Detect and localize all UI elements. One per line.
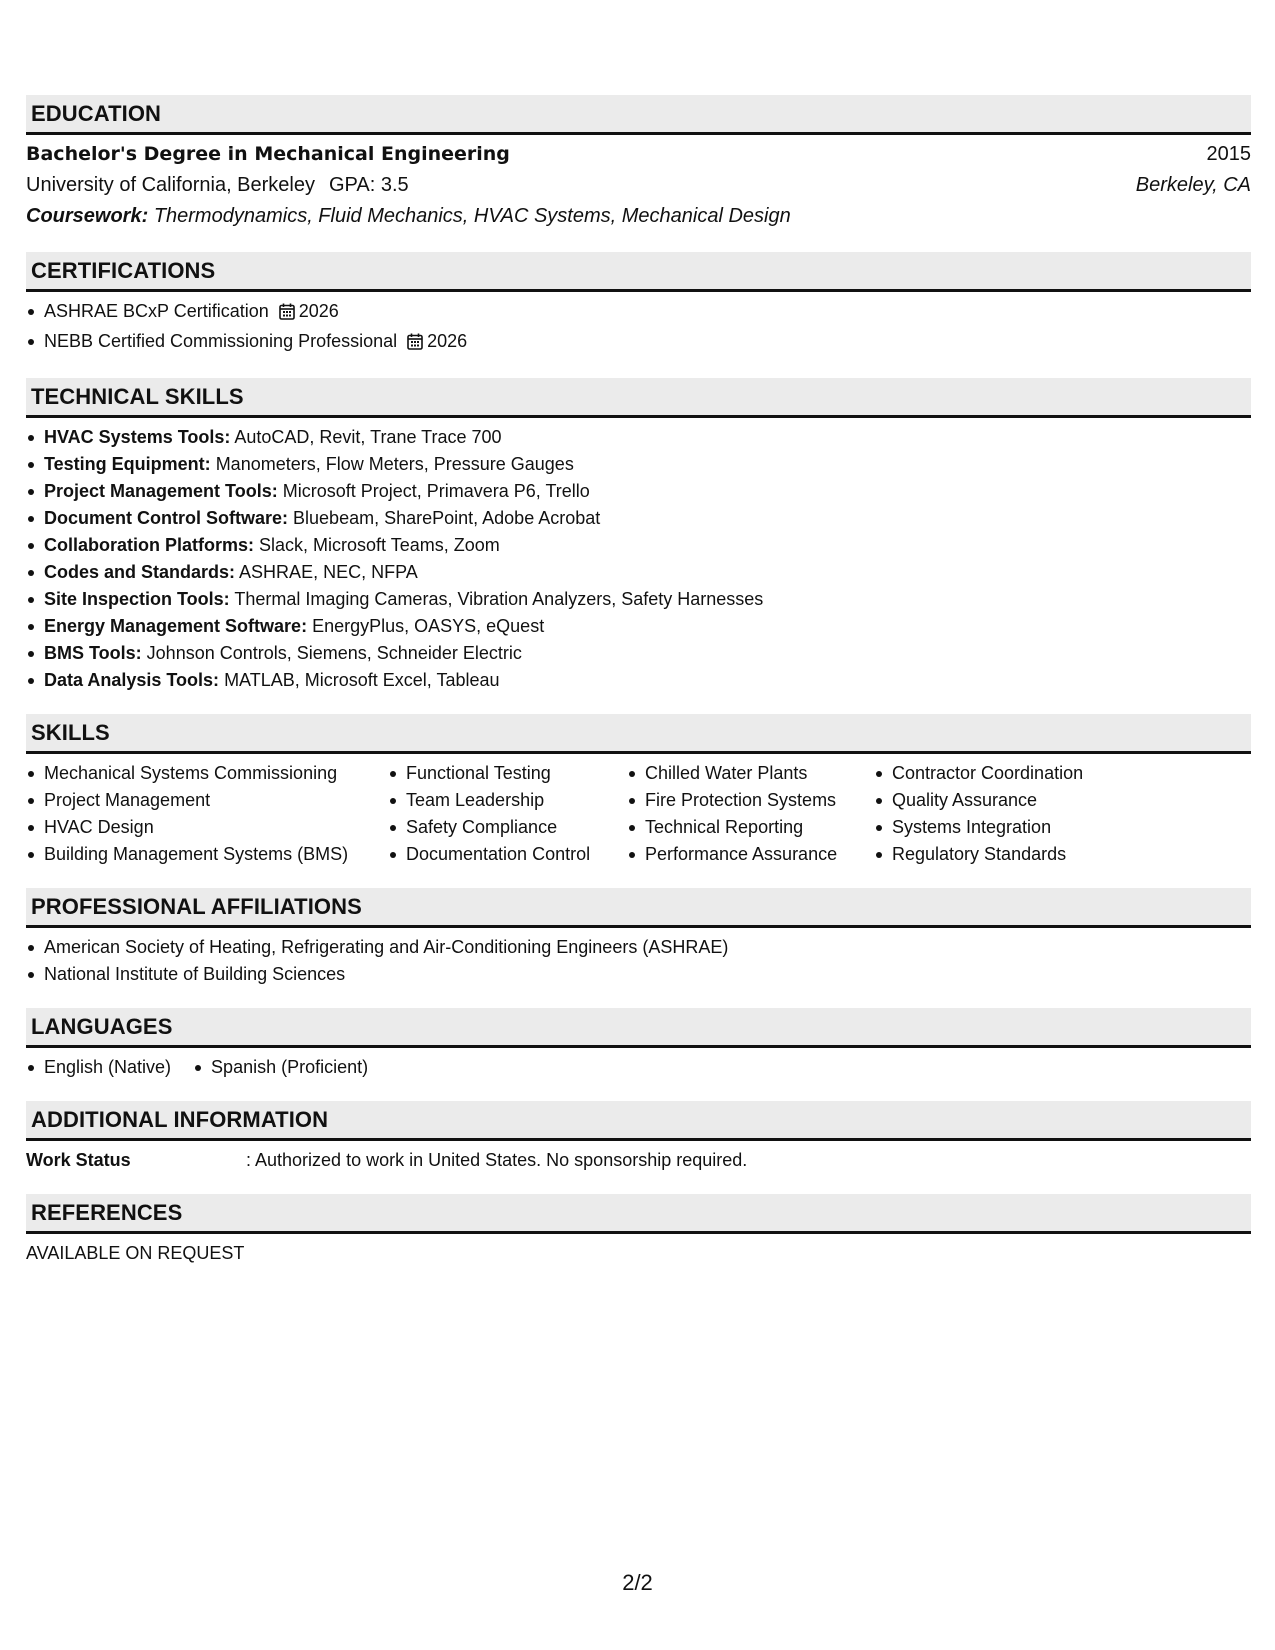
skill-item: HVAC Design bbox=[26, 814, 388, 841]
skill-item: Contractor Coordination bbox=[874, 760, 1174, 787]
section-title: LANGUAGES bbox=[31, 1013, 173, 1039]
page-number: 2/2 bbox=[622, 1570, 653, 1595]
education-header bbox=[26, 95, 1251, 135]
skill-category: Energy Management Software: bbox=[44, 616, 308, 636]
affiliation-item: American Society of Heating, Refrigerating and Air-Conditioning Engineers (ASHRAE) bbox=[26, 934, 1251, 961]
skill-item: Systems Integration bbox=[874, 814, 1174, 841]
certification-year: 2026 bbox=[298, 301, 339, 321]
language-item: English (Native) bbox=[26, 1054, 171, 1081]
skills-column bbox=[874, 760, 1174, 868]
skill-item: Building Management Systems (BMS) bbox=[26, 841, 388, 868]
skill-tools: Thermal Imaging Cameras, Vibration Analyzers, Safety Harnesses bbox=[234, 589, 764, 609]
gpa: GPA: 3.5 bbox=[329, 174, 409, 196]
skills-column bbox=[627, 760, 874, 868]
skill-category: Site Inspection Tools: bbox=[44, 589, 230, 609]
technical-skill-item bbox=[26, 613, 1251, 640]
language-item: Spanish (Proficient) bbox=[193, 1054, 368, 1081]
skill-item: Project Management bbox=[26, 787, 388, 814]
skill-category: HVAC Systems Tools: bbox=[44, 427, 231, 447]
calendar-icon bbox=[407, 331, 423, 358]
technical-skill-item bbox=[26, 559, 1251, 586]
technical-skill-item bbox=[26, 451, 1251, 478]
skill-item: Team Leadership bbox=[388, 787, 627, 814]
technical-skill-item bbox=[26, 505, 1251, 532]
skill-item: Chilled Water Plants bbox=[627, 760, 874, 787]
skill-item: Documentation Control bbox=[388, 841, 627, 868]
skill-category: Document Control Software: bbox=[44, 508, 289, 528]
degree-title: Bachelor's Degree in Mechanical Engineering bbox=[26, 143, 510, 165]
section-title: CERTIFICATIONS bbox=[31, 257, 216, 283]
skill-item: Functional Testing bbox=[388, 760, 627, 787]
skill-tools: Slack, Microsoft Teams, Zoom bbox=[259, 535, 500, 555]
certifications-header bbox=[26, 252, 1251, 292]
skill-tools: EnergyPlus, OASYS, eQuest bbox=[312, 616, 545, 636]
skill-tools: Bluebeam, SharePoint, Adobe Acrobat bbox=[293, 508, 601, 528]
skill-category: Collaboration Platforms: bbox=[44, 535, 255, 555]
certification-item bbox=[26, 328, 1251, 358]
coursework bbox=[26, 201, 1251, 232]
school-name: University of California, Berkeley bbox=[26, 174, 315, 196]
certifications-section bbox=[26, 252, 1251, 358]
work-status-value: : Authorized to work in United States. No sponsorship required. bbox=[246, 1150, 748, 1170]
section-title: REFERENCES bbox=[31, 1199, 183, 1225]
skill-tools: Microsoft Project, Primavera P6, Trello bbox=[282, 481, 590, 501]
technical-skill-item bbox=[26, 424, 1251, 451]
skills-column bbox=[26, 760, 388, 868]
skill-tools: MATLAB, Microsoft Excel, Tableau bbox=[224, 670, 500, 690]
technical-skill-item bbox=[26, 586, 1251, 613]
skill-item: Quality Assurance bbox=[874, 787, 1174, 814]
skill-item: Technical Reporting bbox=[627, 814, 874, 841]
languages-section bbox=[26, 1008, 1251, 1081]
skill-tools: Johnson Controls, Siemens, Schneider Electric bbox=[146, 643, 522, 663]
references-header bbox=[26, 1194, 1251, 1234]
skills-column bbox=[388, 760, 627, 868]
skills-section bbox=[26, 714, 1251, 868]
affiliations-section bbox=[26, 888, 1251, 988]
work-status-label: Work Status bbox=[26, 1150, 131, 1170]
resume-page-2 bbox=[26, 95, 1251, 1287]
additional-info-section bbox=[26, 1101, 1251, 1174]
section-title: TECHNICAL SKILLS bbox=[31, 383, 244, 409]
school-location: Berkeley, CA bbox=[1135, 174, 1251, 196]
graduation-year: 2015 bbox=[1206, 143, 1251, 165]
skill-tools: AutoCAD, Revit, Trane Trace 700 bbox=[234, 427, 502, 447]
section-title: ADDITIONAL INFORMATION bbox=[31, 1106, 329, 1132]
technical-skills-section bbox=[26, 378, 1251, 694]
skill-tools: Manometers, Flow Meters, Pressure Gauges bbox=[215, 454, 574, 474]
section-title: SKILLS bbox=[31, 719, 110, 745]
technical-skill-item bbox=[26, 532, 1251, 559]
technical-skill-item bbox=[26, 640, 1251, 667]
calendar-icon bbox=[279, 301, 295, 328]
languages-header bbox=[26, 1008, 1251, 1048]
references-section bbox=[26, 1194, 1251, 1267]
skill-category: Data Analysis Tools: bbox=[44, 670, 220, 690]
technical-skill-item bbox=[26, 667, 1251, 694]
affiliations-header bbox=[26, 888, 1251, 928]
skill-item: Safety Compliance bbox=[388, 814, 627, 841]
technical-skills-header bbox=[26, 378, 1251, 418]
section-title: EDUCATION bbox=[31, 100, 162, 126]
skill-category: BMS Tools: bbox=[44, 643, 142, 663]
skills-header bbox=[26, 714, 1251, 754]
skill-item: Mechanical Systems Commissioning bbox=[26, 760, 388, 787]
coursework-label: Coursework: bbox=[26, 205, 149, 227]
coursework-list: Thermodynamics, Fluid Mechanics, HVAC Systems, Mechanical Design bbox=[153, 205, 791, 227]
certification-year: 2026 bbox=[427, 331, 468, 351]
work-status-row bbox=[26, 1147, 1251, 1174]
certification-name: ASHRAE BCxP Certification bbox=[44, 301, 269, 321]
section-title: PROFESSIONAL AFFILIATIONS bbox=[31, 893, 362, 919]
technical-skill-item bbox=[26, 478, 1251, 505]
references-text: AVAILABLE ON REQUEST bbox=[26, 1243, 245, 1263]
skill-item: Regulatory Standards bbox=[874, 841, 1174, 868]
skill-category: Codes and Standards: bbox=[44, 562, 236, 582]
education-section bbox=[26, 95, 1251, 232]
skill-item: Performance Assurance bbox=[627, 841, 874, 868]
skill-category: Project Management Tools: bbox=[44, 481, 278, 501]
skill-item: Fire Protection Systems bbox=[627, 787, 874, 814]
additional-info-header bbox=[26, 1101, 1251, 1141]
certification-item bbox=[26, 298, 1251, 328]
skills-grid bbox=[26, 760, 1251, 868]
skill-tools: ASHRAE, NEC, NFPA bbox=[239, 562, 418, 582]
certification-name: NEBB Certified Commissioning Professional bbox=[44, 331, 398, 351]
skill-category: Testing Equipment: bbox=[44, 454, 211, 474]
affiliation-item: National Institute of Building Sciences bbox=[26, 961, 1251, 988]
